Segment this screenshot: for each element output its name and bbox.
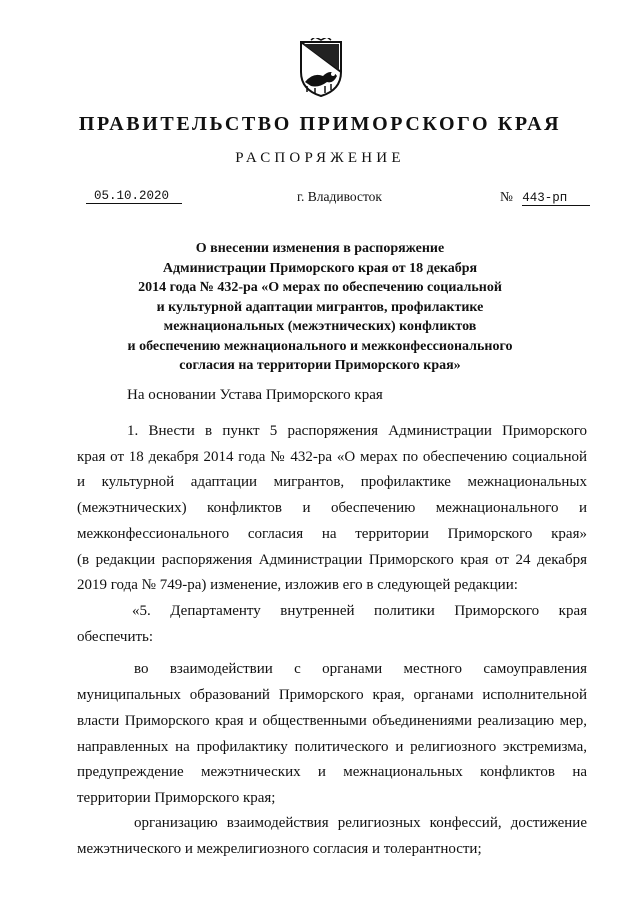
body-line: предупреждение межэтнических и межнациональных конфликтов на xyxy=(77,764,587,780)
body-line: (в редакции распоряжения Администрации Приморского края от 24 декабря xyxy=(77,552,587,568)
body-line: направленных на профилактику политического и религиозного экстремизма, xyxy=(77,739,587,755)
body-line: муниципальных образований Приморского края, органами исполнительной xyxy=(77,687,587,703)
body-line: межэтнического и межрелигиозного согласия и толерантности; xyxy=(77,841,482,857)
body-line: территории Приморского края; xyxy=(77,790,276,806)
document-date: 05.10.2020 xyxy=(86,189,182,204)
document-subject xyxy=(100,239,540,376)
body-line: «5. Департаменту внутренней политики Приморского края xyxy=(132,603,587,619)
body-line: власти Приморского края и общественными объединениями реализацию мер, xyxy=(77,713,587,729)
subject-line: Администрации Приморского края от 18 декабря xyxy=(162,260,478,276)
subject-line: О внесении изменения в распоряжение xyxy=(195,241,445,256)
body-line: (межэтнических) конфликтов и обеспечению межнационального и xyxy=(77,500,587,516)
coat-of-arms-emblem xyxy=(297,38,345,98)
body-line: во взаимодействии с органами местного самоуправления xyxy=(134,661,587,677)
subject-line: согласия на территории Приморского края» xyxy=(179,358,461,373)
body-line: 1. Внести в пункт 5 распоряжения Администрации Приморского xyxy=(127,423,587,439)
body-line: организацию взаимодействия религиозных конфессий, достижение xyxy=(134,815,587,831)
subject-line: межнациональных (межэтнических) конфликтов xyxy=(163,319,477,334)
subject-line: и обеспечению межнационального и межконфессионального xyxy=(127,338,513,354)
body-line: и культурной адаптации мигрантов, профилактике межнациональных xyxy=(77,474,587,490)
document-city: г. Владивосток xyxy=(297,189,382,204)
subject-line: и культурной адаптации мигрантов, профилактике xyxy=(156,299,484,315)
basis-line: На основании Устава Приморского края xyxy=(127,387,383,403)
organization-title: ПРАВИТЕЛЬСТВО ПРИМОРСКОГО КРАЯ xyxy=(78,113,562,135)
document-type: РАСПОРЯЖЕНИЕ xyxy=(235,150,405,166)
number-value: 443-рп xyxy=(522,191,590,206)
body-line: 2019 года № 749-ра) изменение, изложив его в следующей редакции: xyxy=(77,577,518,593)
subject-line: 2014 года № 432-ра «О мерах по обеспечению социальной xyxy=(138,280,502,295)
body-line: обеспечить: xyxy=(77,629,154,645)
number-sign: № xyxy=(500,189,513,204)
body-line: межконфессионального согласия на территории Приморского края» xyxy=(77,526,587,542)
body-line: края от 18 декабря 2014 года № 432-ра «О мерах по обеспечению социальной xyxy=(77,449,587,465)
document-number xyxy=(500,189,596,206)
